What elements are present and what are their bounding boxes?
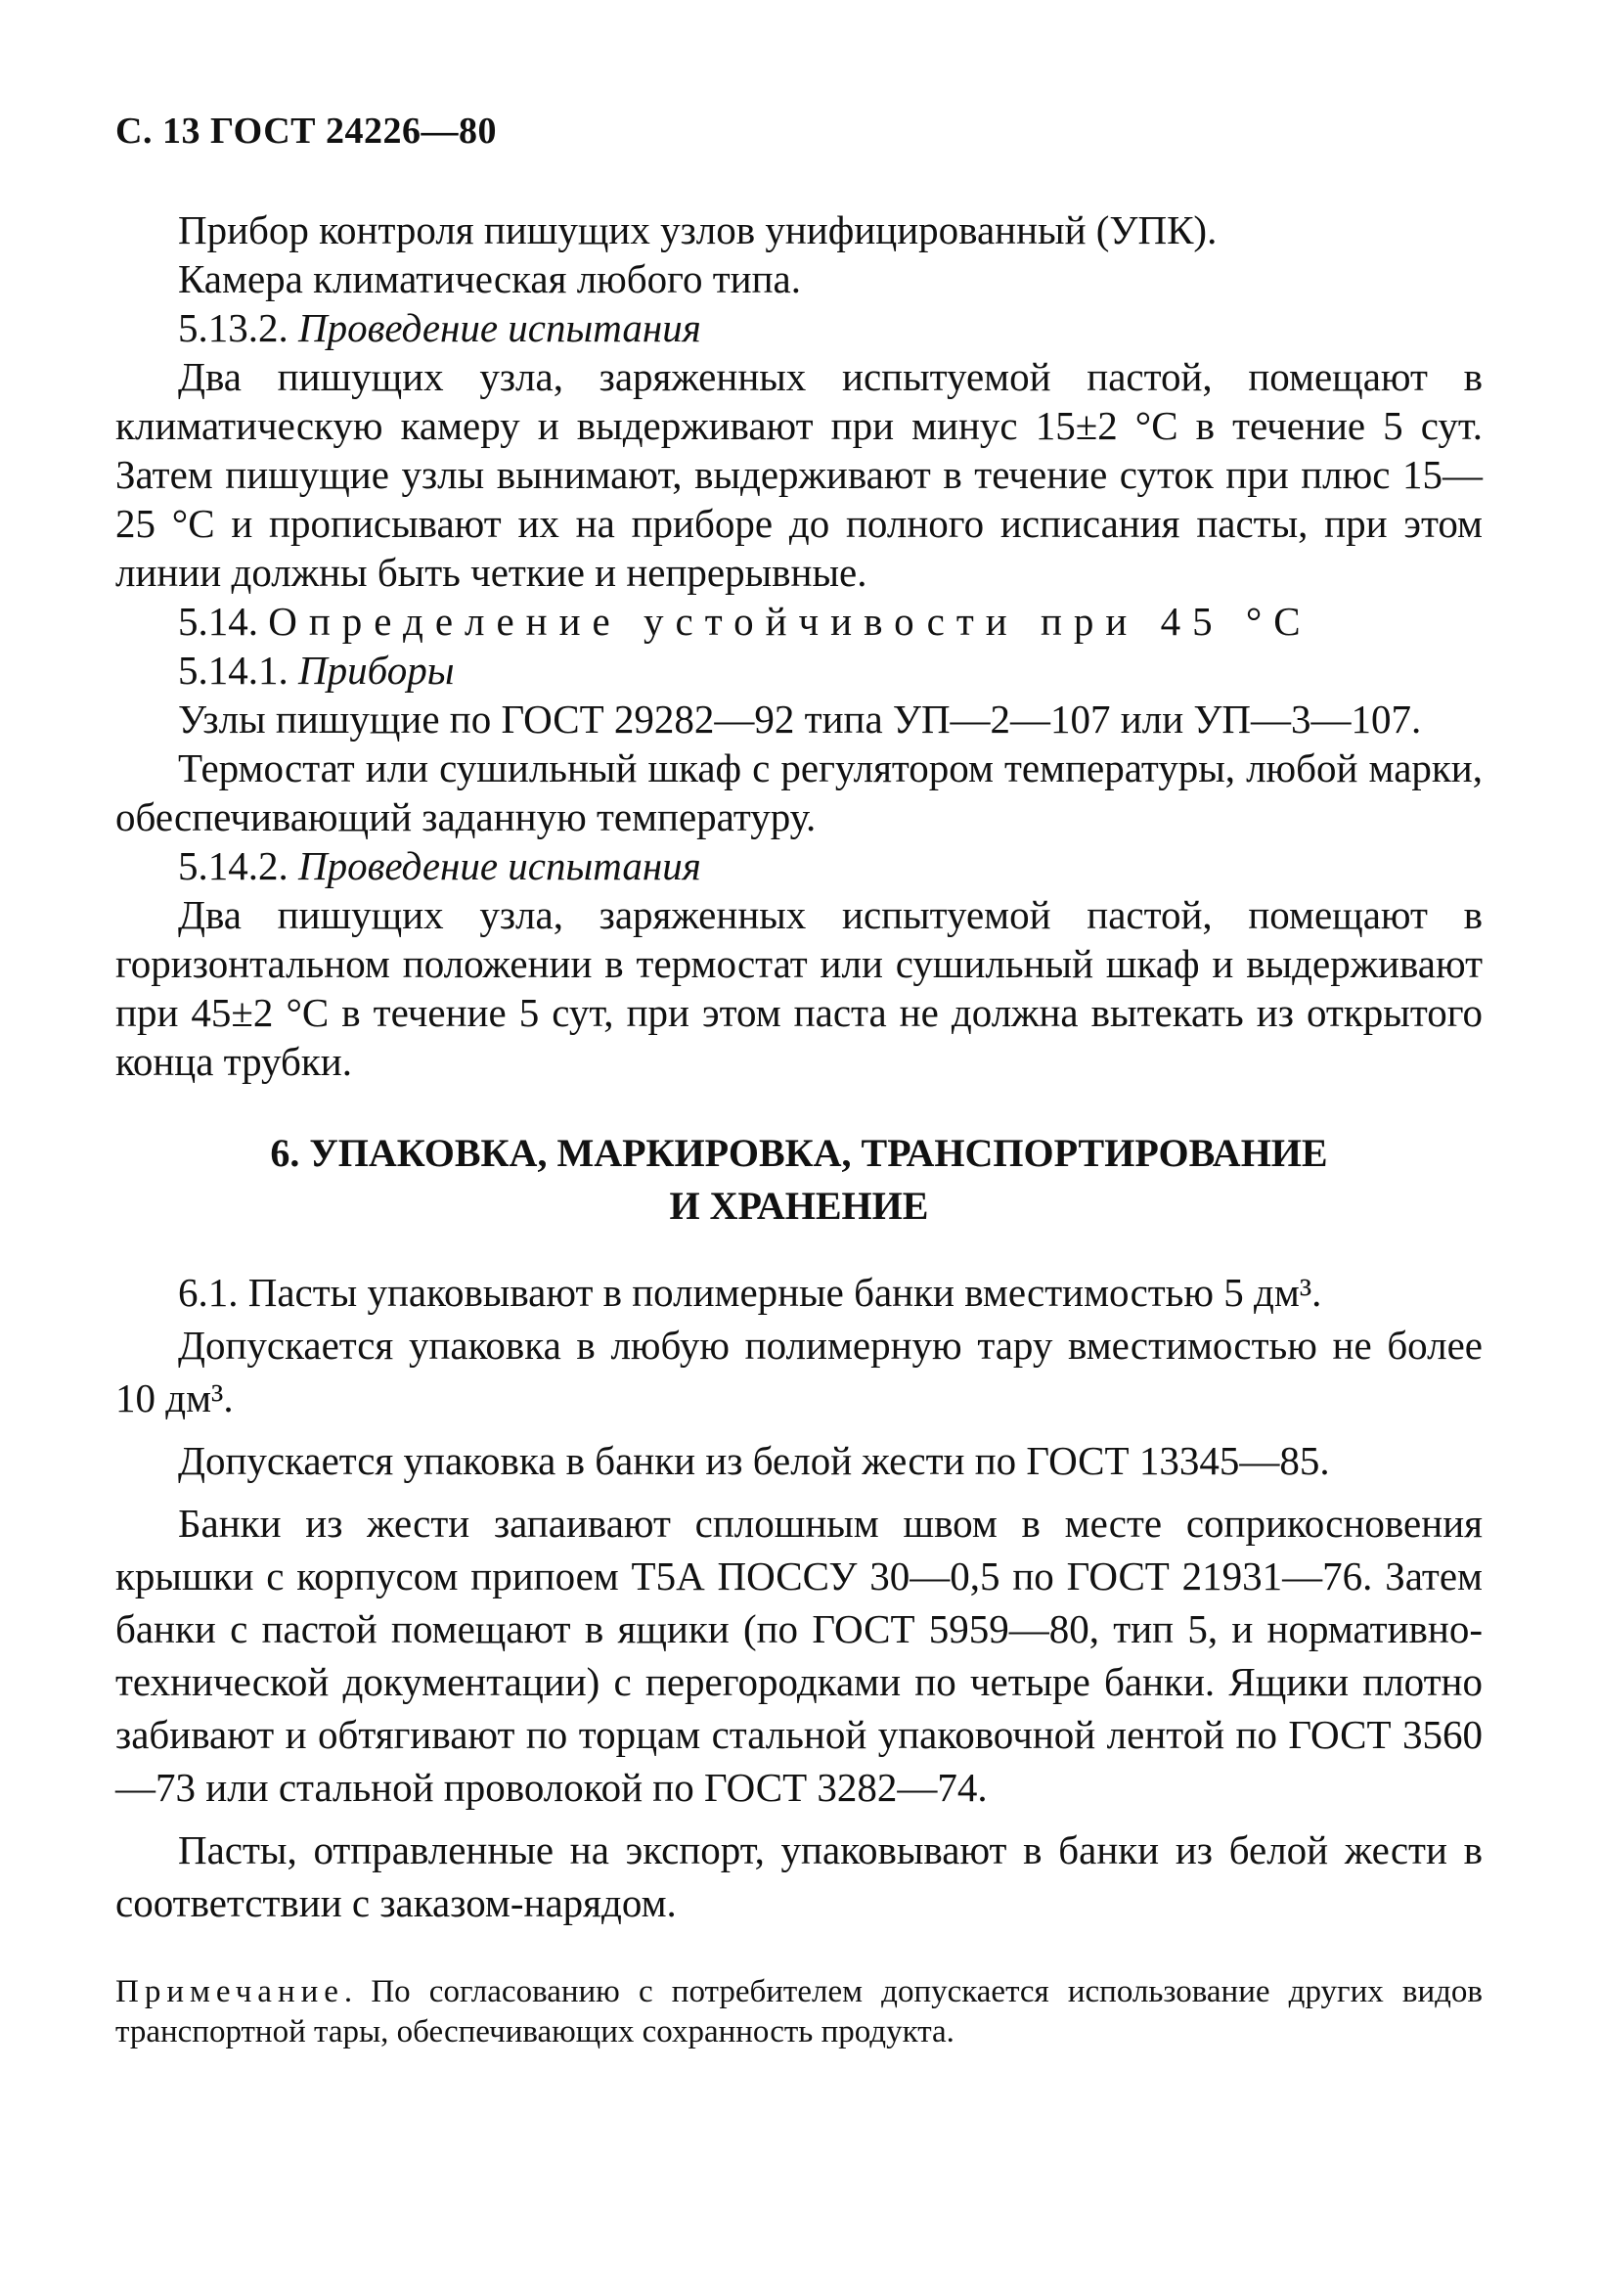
clause-5-14-2: [115, 841, 1483, 890]
clause-number: 5.14.: [178, 599, 269, 644]
page-header: С. 13 ГОСТ 24226—80: [115, 111, 497, 152]
paragraph-test-cold: Два пишущих узла, заряженных испытуемой пастой, помещают в климатическую камеру и выдерживают при минус 15±2 °С в течение 5 сут. Затем пишущие узлы вынимают, выдерживают в течение суток при плюс 15—25 °С и прописывают их на приборе до полного исписания пасты, при этом линии должны быть четкие и непрерывные.: [115, 354, 1483, 595]
clause-title: Определение устойчивости при 45 °С: [268, 599, 1312, 644]
clause-number: 5.13.2.: [178, 305, 298, 350]
clause-title: Проведение испытания: [298, 305, 701, 350]
section-title-line-1: 6. УПАКОВКА, МАРКИРОВКА, ТРАНСПОРТИРОВАНИЕ: [270, 1131, 1328, 1175]
paragraph-sealing: Банки из жести запаивают сплошным швом в месте соприкосновения крышки с корпусом припоем Т5А ПОССУ 30—0,5 по ГОСТ 21931—76. Затем банки с пастой помещают в ящики (по ГОСТ 5959—80, тип 5, и нормативно-технической документации) с перегородками по четыре банки. Ящики плотно забивают и обтягивают по торцам стальной упаковочной лентой по ГОСТ 3560—73 или стальной проволокой по ГОСТ 3282—74.: [115, 1501, 1483, 1810]
paragraph-device-upk: Прибор контроля пишущих узлов унифицированный (УПК).: [178, 207, 1218, 252]
paragraph-writing-units: Узлы пишущие по ГОСТ 29282—92 типа УП—2—107 или УП—3—107.: [178, 697, 1422, 742]
clause-5-13-2: [115, 303, 1483, 352]
note: [115, 1972, 1483, 2052]
note-label: Примечание: [115, 1974, 344, 2009]
clause-number: 5.14.2.: [178, 843, 298, 888]
clause-title: Проведение испытания: [298, 843, 701, 888]
section-6-title: [115, 1127, 1483, 1233]
paragraph-packaging-polymer: Допускается упаковка в любую полимерную тару вместимостью не более 10 дм³.: [115, 1323, 1483, 1420]
paragraph-6-1: 6.1. Пасты упаковывают в полимерные банки вместимостью 5 дм³.: [178, 1270, 1322, 1315]
note-text: . По согласованию с потребителем допускается использование других видов транспортной тары, обеспечивающих сохранность продукта.: [115, 1974, 1483, 2049]
paragraph-packaging-tin: Допускается упаковка в банки из белой жести по ГОСТ 13345—85.: [178, 1438, 1330, 1483]
paragraph-climate-chamber: Камера климатическая любого типа.: [178, 256, 801, 301]
clause-number: 5.14.1.: [178, 648, 298, 693]
paragraph-test-heat: Два пишущих узла, заряженных испытуемой пастой, помещают в горизонтальном положении в термостат или сушильный шкаф и выдерживают при 45±2 °С в течение 5 сут, при этом паста не должна вытекать из открытого конца трубки.: [115, 892, 1483, 1084]
clause-title: Приборы: [298, 648, 455, 693]
paragraph-export: Пасты, отправленные на экспорт, упаковывают в банки из белой жести в соответствии с заказом-нарядом.: [115, 1827, 1483, 1925]
clause-5-14-1: [115, 646, 1483, 695]
section-6-body: [115, 1266, 1483, 1929]
clause-5-14: [115, 597, 1483, 646]
paragraph-thermostat: Термостат или сушильный шкаф с регулятором температуры, любой марки, обеспечивающий заданную температуру.: [115, 745, 1483, 839]
section-title-line-2: И ХРАНЕНИЕ: [669, 1184, 929, 1228]
section-5-continued: [115, 205, 1483, 1086]
